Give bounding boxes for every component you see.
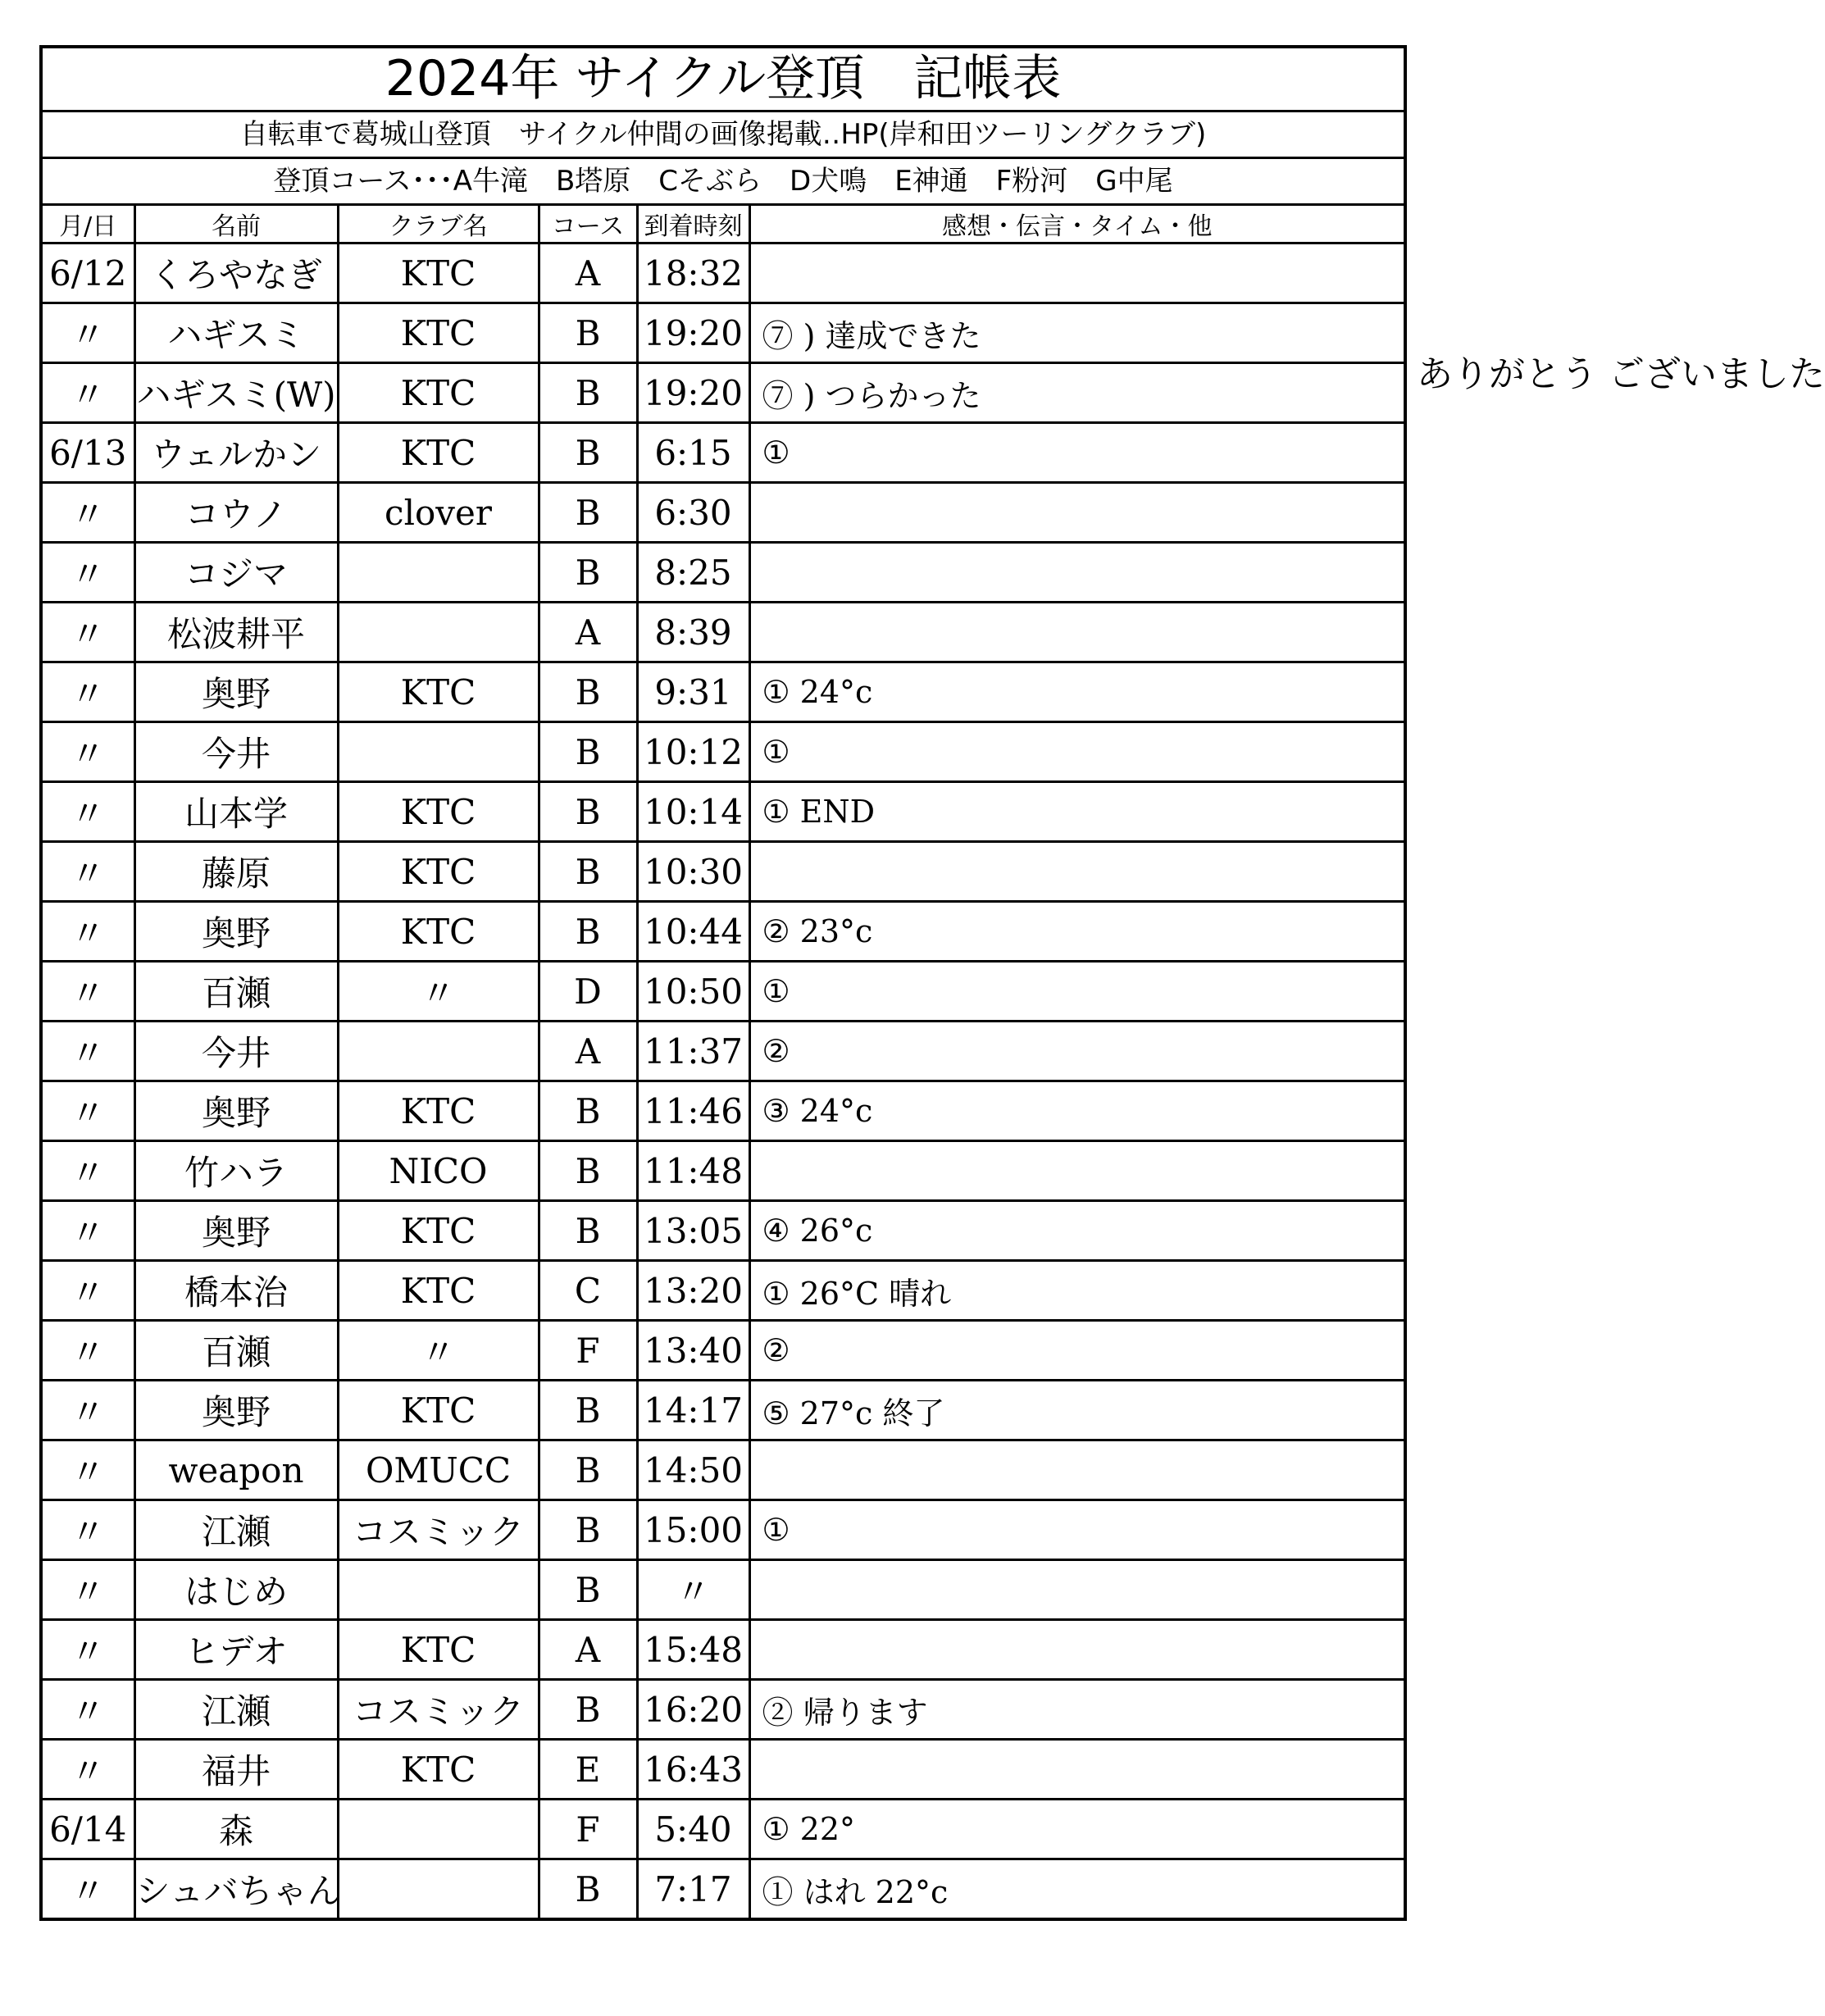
cell-club: NICO <box>338 1141 539 1201</box>
cell-time: 5:40 <box>637 1800 749 1859</box>
cell-note: ① <box>749 423 1404 483</box>
cell-date: 6/14 <box>43 1800 134 1859</box>
cell-date: 6/13 <box>43 423 134 483</box>
table-row <box>43 243 1404 303</box>
cell-name: ハギスミ(W) <box>134 363 338 423</box>
cell-date: 〃 <box>43 1321 134 1381</box>
table-row <box>43 1440 1404 1500</box>
cell-date: 〃 <box>43 1381 134 1440</box>
cell-club: KTC <box>338 243 539 303</box>
cell-note: ① 26°C 晴れ <box>749 1261 1404 1321</box>
cell-name: シュバちゃん <box>134 1859 338 1918</box>
cell-time: 13:40 <box>637 1321 749 1381</box>
table-row <box>43 902 1404 962</box>
cell-name: 松波耕平 <box>134 603 338 662</box>
cell-course: B <box>539 423 637 483</box>
cell-course: B <box>539 1680 637 1740</box>
cell-course: B <box>539 303 637 363</box>
table-row <box>43 1261 1404 1321</box>
cell-club: clover <box>338 483 539 543</box>
cell-club: 〃 <box>338 1321 539 1381</box>
table-row <box>43 543 1404 603</box>
cell-course: B <box>539 1201 637 1261</box>
cell-club: KTC <box>338 363 539 423</box>
cell-name: 福井 <box>134 1740 338 1800</box>
cell-note <box>749 483 1404 543</box>
cell-club: コスミック <box>338 1500 539 1560</box>
cell-time: 11:48 <box>637 1141 749 1201</box>
cell-course: A <box>539 1022 637 1081</box>
cell-note: ② <box>749 1022 1404 1081</box>
cell-date: 〃 <box>43 1620 134 1680</box>
cell-name: 江瀬 <box>134 1500 338 1560</box>
cell-club: KTC <box>338 303 539 363</box>
cell-club <box>338 603 539 662</box>
cell-club: KTC <box>338 662 539 722</box>
cell-course: B <box>539 1141 637 1201</box>
cell-time: 13:05 <box>637 1201 749 1261</box>
cell-name: 森 <box>134 1800 338 1859</box>
cell-name: 今井 <box>134 1022 338 1081</box>
log-table <box>43 206 1404 1918</box>
table-row <box>43 1500 1404 1560</box>
cell-name: はじめ <box>134 1560 338 1620</box>
cell-time: 19:20 <box>637 303 749 363</box>
cell-time: 13:20 <box>637 1261 749 1321</box>
table-row <box>43 1680 1404 1740</box>
cell-name: 百瀬 <box>134 1321 338 1381</box>
cell-course: B <box>539 483 637 543</box>
cell-name: ハギスミ <box>134 303 338 363</box>
cell-date: 〃 <box>43 603 134 662</box>
cell-course: B <box>539 1560 637 1620</box>
cell-note <box>749 603 1404 662</box>
cell-course: B <box>539 363 637 423</box>
cell-club: KTC <box>338 1261 539 1321</box>
cell-time: 10:12 <box>637 722 749 782</box>
cell-club: KTC <box>338 1081 539 1141</box>
cell-course: B <box>539 1500 637 1560</box>
cell-club: OMUCC <box>338 1440 539 1500</box>
cell-note <box>749 1560 1404 1620</box>
cell-note: ⑦ ) 達成できた <box>749 303 1404 363</box>
table-row <box>43 1381 1404 1440</box>
log-body <box>43 243 1404 1918</box>
cell-note <box>749 1440 1404 1500</box>
cell-date: 〃 <box>43 483 134 543</box>
cell-course: B <box>539 722 637 782</box>
cell-note: ① END <box>749 782 1404 842</box>
cell-date: 〃 <box>43 902 134 962</box>
sheet-subtitle: 自転車で葛城山登頂 サイクル仲間の画像掲載‥HP(岸和田ツーリングクラブ) <box>43 112 1404 159</box>
table-row <box>43 662 1404 722</box>
table-row <box>43 1800 1404 1859</box>
cell-club: KTC <box>338 423 539 483</box>
cell-course: B <box>539 902 637 962</box>
cell-name: 今井 <box>134 722 338 782</box>
cell-time: 18:32 <box>637 243 749 303</box>
cell-time: 16:20 <box>637 1680 749 1740</box>
cell-note: ① <box>749 962 1404 1022</box>
table-row <box>43 483 1404 543</box>
cell-club <box>338 1859 539 1918</box>
cell-course: A <box>539 603 637 662</box>
col-course: コース <box>539 206 637 243</box>
cell-club: KTC <box>338 1381 539 1440</box>
course-legend: 登頂コース･･･A牛滝 B塔原 Cそぶら D犬鳴 E神通 F粉河 G中尾 <box>43 159 1404 206</box>
cell-time: 8:39 <box>637 603 749 662</box>
cell-club: KTC <box>338 1201 539 1261</box>
log-sheet <box>39 45 1407 1921</box>
table-row <box>43 722 1404 782</box>
cell-club <box>338 1022 539 1081</box>
cell-course: B <box>539 1081 637 1141</box>
cell-course: F <box>539 1800 637 1859</box>
cell-date: 6/12 <box>43 243 134 303</box>
table-row <box>43 1141 1404 1201</box>
cell-course: B <box>539 782 637 842</box>
cell-date: 〃 <box>43 662 134 722</box>
cell-date: 〃 <box>43 1201 134 1261</box>
cell-note: ① はれ 22°c <box>749 1859 1404 1918</box>
cell-date: 〃 <box>43 722 134 782</box>
cell-date: 〃 <box>43 1680 134 1740</box>
col-note: 感想・伝言・タイム・他 <box>749 206 1404 243</box>
table-row <box>43 962 1404 1022</box>
cell-note: ① 22° <box>749 1800 1404 1859</box>
cell-course: A <box>539 243 637 303</box>
cell-time: 8:25 <box>637 543 749 603</box>
cell-time: 10:30 <box>637 842 749 902</box>
cell-name: 山本学 <box>134 782 338 842</box>
cell-note <box>749 1740 1404 1800</box>
cell-name: ウェルかン <box>134 423 338 483</box>
cell-course: C <box>539 1261 637 1321</box>
cell-club <box>338 1560 539 1620</box>
cell-name: ヒデオ <box>134 1620 338 1680</box>
cell-time: 〃 <box>637 1560 749 1620</box>
cell-club: KTC <box>338 1740 539 1800</box>
cell-note <box>749 1620 1404 1680</box>
cell-date: 〃 <box>43 1859 134 1918</box>
table-row <box>43 1022 1404 1081</box>
cell-name: 藤原 <box>134 842 338 902</box>
cell-club: 〃 <box>338 962 539 1022</box>
table-row <box>43 1201 1404 1261</box>
cell-club <box>338 1800 539 1859</box>
cell-time: 11:46 <box>637 1081 749 1141</box>
cell-name: 橋本治 <box>134 1261 338 1321</box>
header-row <box>43 206 1404 243</box>
cell-course: E <box>539 1740 637 1800</box>
cell-time: 10:50 <box>637 962 749 1022</box>
cell-name: 奥野 <box>134 1201 338 1261</box>
cell-club <box>338 722 539 782</box>
cell-club: KTC <box>338 842 539 902</box>
cell-name: くろやなぎ <box>134 243 338 303</box>
cell-date: 〃 <box>43 1740 134 1800</box>
col-name: 名前 <box>134 206 338 243</box>
cell-note: ① 24°c <box>749 662 1404 722</box>
cell-note: ② <box>749 1321 1404 1381</box>
margin-note: ありがとう ございました <box>1417 353 1825 395</box>
cell-note: ⑤ 27°c 終了 <box>749 1381 1404 1440</box>
cell-club <box>338 543 539 603</box>
col-club: クラブ名 <box>338 206 539 243</box>
cell-course: B <box>539 662 637 722</box>
table-row <box>43 1740 1404 1800</box>
cell-date: 〃 <box>43 782 134 842</box>
table-row <box>43 1560 1404 1620</box>
cell-date: 〃 <box>43 1440 134 1500</box>
cell-date: 〃 <box>43 363 134 423</box>
cell-date: 〃 <box>43 1560 134 1620</box>
cell-time: 10:14 <box>637 782 749 842</box>
cell-note <box>749 1141 1404 1201</box>
cell-date: 〃 <box>43 1500 134 1560</box>
cell-course: B <box>539 1381 637 1440</box>
table-row <box>43 1321 1404 1381</box>
cell-date: 〃 <box>43 303 134 363</box>
cell-course: D <box>539 962 637 1022</box>
table-row <box>43 1081 1404 1141</box>
cell-note: ④ 26°c <box>749 1201 1404 1261</box>
cell-note: ③ 24°c <box>749 1081 1404 1141</box>
table-row <box>43 363 1404 423</box>
cell-name: 奥野 <box>134 1081 338 1141</box>
cell-note <box>749 543 1404 603</box>
table-row <box>43 423 1404 483</box>
cell-note <box>749 243 1404 303</box>
cell-name: コウノ <box>134 483 338 543</box>
cell-name: 奥野 <box>134 662 338 722</box>
table-row <box>43 603 1404 662</box>
cell-time: 15:48 <box>637 1620 749 1680</box>
cell-date: 〃 <box>43 1141 134 1201</box>
cell-note: ⑦ ) つらかった <box>749 363 1404 423</box>
cell-course: B <box>539 1859 637 1918</box>
cell-note: ① <box>749 722 1404 782</box>
sheet-title: 2024年 サイクル登頂 記帳表 <box>43 48 1404 112</box>
cell-name: 竹ハラ <box>134 1141 338 1201</box>
cell-time: 19:20 <box>637 363 749 423</box>
cell-course: B <box>539 543 637 603</box>
cell-time: 11:37 <box>637 1022 749 1081</box>
cell-note: ② 帰ります <box>749 1680 1404 1740</box>
col-time: 到着時刻 <box>637 206 749 243</box>
cell-course: A <box>539 1620 637 1680</box>
cell-club: コスミック <box>338 1680 539 1740</box>
col-date: 月/日 <box>43 206 134 243</box>
cell-course: B <box>539 842 637 902</box>
table-row <box>43 303 1404 363</box>
table-row <box>43 1620 1404 1680</box>
cell-time: 6:30 <box>637 483 749 543</box>
cell-time: 6:15 <box>637 423 749 483</box>
cell-name: コジマ <box>134 543 338 603</box>
cell-time: 14:50 <box>637 1440 749 1500</box>
cell-name: 奥野 <box>134 902 338 962</box>
cell-name: 奥野 <box>134 1381 338 1440</box>
cell-note: ① <box>749 1500 1404 1560</box>
cell-time: 9:31 <box>637 662 749 722</box>
cell-date: 〃 <box>43 1022 134 1081</box>
cell-date: 〃 <box>43 1081 134 1141</box>
table-row <box>43 842 1404 902</box>
cell-club: KTC <box>338 902 539 962</box>
cell-time: 7:17 <box>637 1859 749 1918</box>
cell-date: 〃 <box>43 962 134 1022</box>
cell-course: F <box>539 1321 637 1381</box>
cell-note: ② 23°c <box>749 902 1404 962</box>
cell-date: 〃 <box>43 842 134 902</box>
cell-date: 〃 <box>43 1261 134 1321</box>
cell-note <box>749 842 1404 902</box>
cell-time: 16:43 <box>637 1740 749 1800</box>
cell-name: weapon <box>134 1440 338 1500</box>
cell-club: KTC <box>338 782 539 842</box>
table-row <box>43 1859 1404 1918</box>
cell-name: 百瀬 <box>134 962 338 1022</box>
cell-date: 〃 <box>43 543 134 603</box>
cell-time: 14:17 <box>637 1381 749 1440</box>
cell-time: 10:44 <box>637 902 749 962</box>
cell-time: 15:00 <box>637 1500 749 1560</box>
cell-course: B <box>539 1440 637 1500</box>
cell-club: KTC <box>338 1620 539 1680</box>
cell-name: 江瀬 <box>134 1680 338 1740</box>
table-row <box>43 782 1404 842</box>
